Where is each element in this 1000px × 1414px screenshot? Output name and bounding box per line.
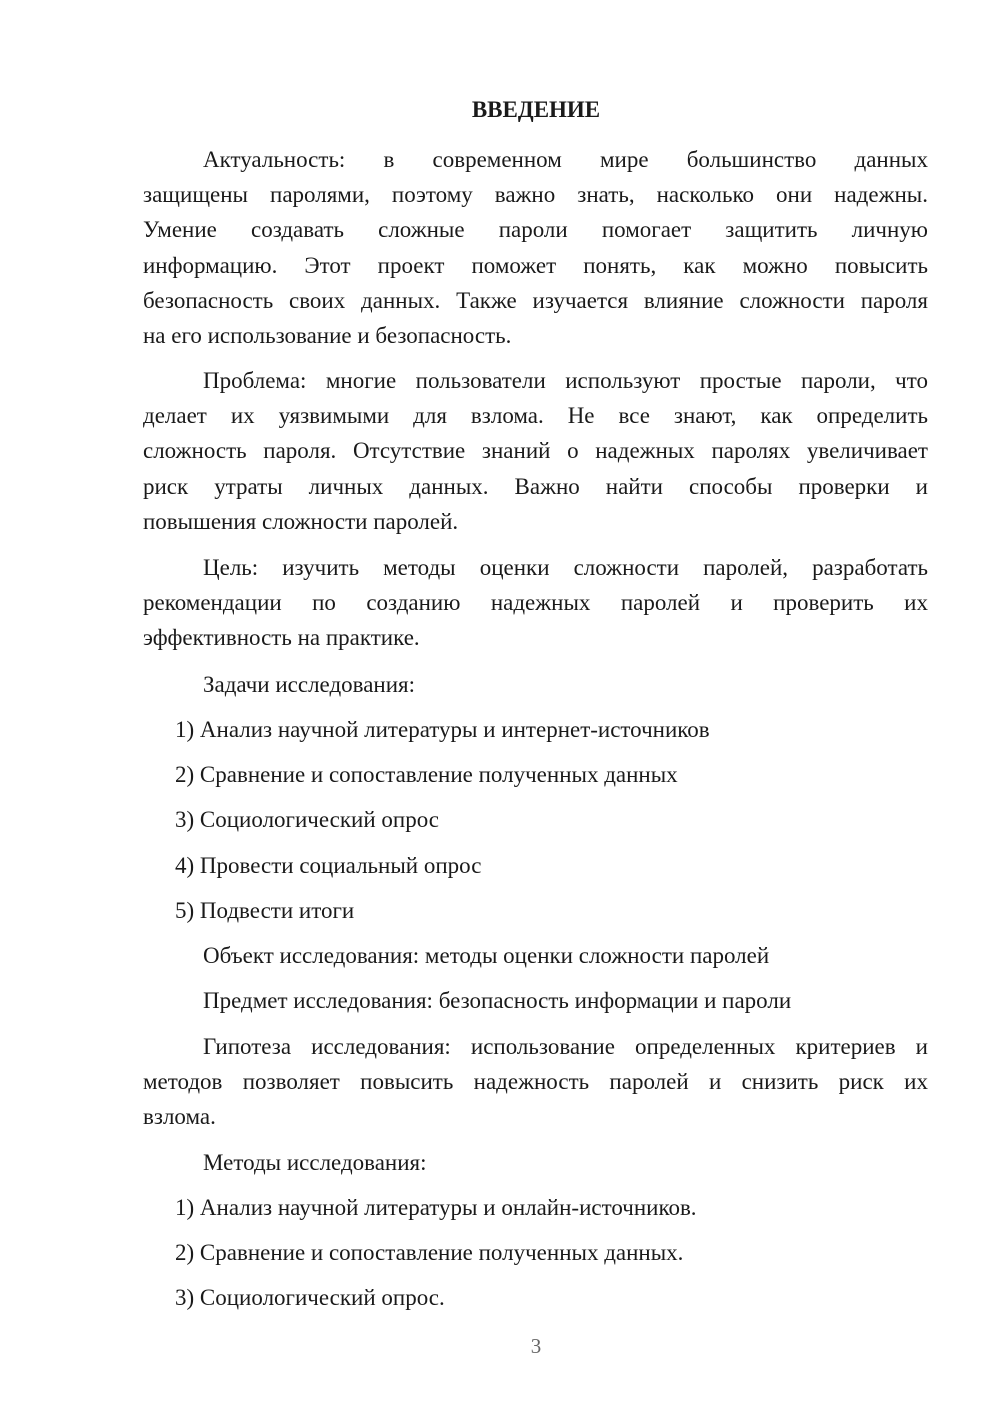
list-item: 5) Подвести итоги <box>175 897 355 923</box>
tasks-heading <box>143 667 928 702</box>
methods-heading <box>143 1145 928 1180</box>
text-line: Задачи исследования: <box>203 672 416 697</box>
text-line: эффективность на практике. <box>143 625 420 651</box>
subject-line <box>143 983 928 1018</box>
text-line: Предмет исследования: безопасность информации и пароли <box>203 988 792 1013</box>
text-line: безопасность своих данных. Также изучается влияние сложности пароля <box>143 287 928 313</box>
text-line: взлома. <box>143 1104 216 1130</box>
text-line: защищены паролями, поэтому важно знать, насколько они надежны. <box>143 182 928 208</box>
text-line: Методы исследования: <box>203 1150 427 1175</box>
hypothesis-paragraph <box>143 1029 928 1135</box>
methods-list <box>143 1190 928 1326</box>
page-title: ВВЕДЕНИЕ <box>471 97 601 122</box>
list-item: 4) Провести социальный опрос <box>175 852 482 878</box>
text-line: Умение создавать сложные пароли помогает защитить личную <box>143 217 928 243</box>
list-item: 2) Сравнение и сопоставление полученных данных. <box>175 1240 684 1266</box>
list-item: 1) Анализ научной литературы и онлайн-источников. <box>175 1195 697 1220</box>
text-line: Проблема: многие пользователи используют простые пароли, что <box>203 368 928 393</box>
text-line: рекомендации по созданию надежных паролей и проверить их <box>143 590 928 616</box>
text-line: Цель: изучить методы оценки сложности паролей, разработать <box>203 555 928 580</box>
text-line: Гипотеза исследования: использование определенных критериев и <box>203 1034 928 1059</box>
text-line: методов позволяет повысить надежность паролей и снизить риск их <box>143 1069 928 1095</box>
tasks-list <box>143 712 928 938</box>
text-line: делает их уязвимыми для взлома. Не все знают, как определить <box>143 403 928 429</box>
problem-paragraph <box>143 363 928 539</box>
text-line: повышения сложности паролей. <box>143 508 459 534</box>
text-line: риск утраты личных данных. Важно найти способы проверки и <box>143 473 928 499</box>
object-line <box>143 938 928 973</box>
list-item: 3) Социологический опрос <box>175 807 439 833</box>
list-item: 1) Анализ научной литературы и интернет-источников <box>175 717 710 742</box>
goal-paragraph <box>143 550 928 656</box>
text-line: сложность пароля. Отсутствие знаний о надежных паролях увеличивает <box>143 438 928 464</box>
page-number: 3 <box>530 1334 542 1358</box>
list-item: 3) Социологический опрос. <box>175 1285 445 1311</box>
relevance-paragraph <box>143 142 928 353</box>
text-line: Объект исследования: методы оценки сложности паролей <box>203 943 770 968</box>
text-line: информацию. Этот проект поможет понять, как можно повысить <box>143 252 928 278</box>
text-line: Актуальность: в современном мире большинство данных <box>203 147 928 172</box>
list-item: 2) Сравнение и сопоставление полученных данных <box>175 762 678 788</box>
text-line: на его использование и безопасность. <box>143 322 512 348</box>
